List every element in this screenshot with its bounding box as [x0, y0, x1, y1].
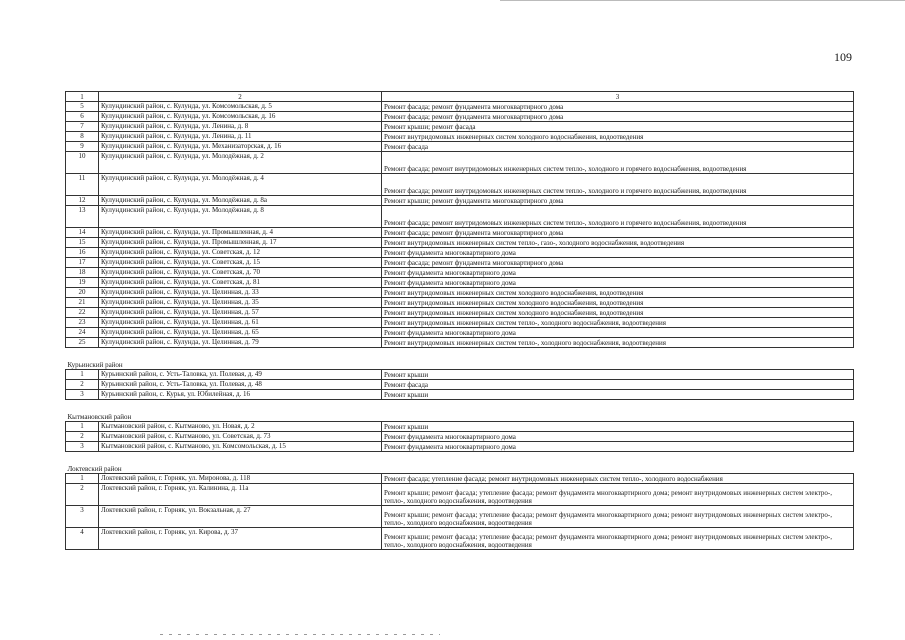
- row-address: Кулундинский район, с. Кулунда, ул. Целинная, д. 79: [99, 338, 382, 348]
- row-number: 6: [66, 112, 99, 122]
- row-address: Кулундинский район, с. Кулунда, ул. Целинная, д. 57: [99, 308, 382, 318]
- row-number: 8: [66, 132, 99, 142]
- row-number: 24: [66, 328, 99, 338]
- district-heading: Курьинский район: [67, 361, 123, 369]
- row-work-type: Ремонт крыши; ремонт фасада: [382, 122, 854, 132]
- district-heading-row: [66, 356, 854, 370]
- district-heading-row: [66, 460, 854, 474]
- table-row: [66, 196, 854, 206]
- row-number: 2: [66, 380, 99, 390]
- row-address: Курьинский район, с. Усть-Таловка, ул. Полевая, д. 49: [99, 370, 382, 380]
- row-work-type: Ремонт внутридомовых инженерных систем холодного водоснабжения, водоотведения: [382, 132, 854, 142]
- row-number: 22: [66, 308, 99, 318]
- row-work-type: Ремонт внутридомовых инженерных систем холодного водоснабжения, водоотведения: [382, 288, 854, 298]
- table-row: [66, 132, 854, 142]
- row-number: 12: [66, 196, 99, 206]
- row-address: Кулундинский район, с. Кулунда, ул. Советская, д. 81: [99, 278, 382, 288]
- table-row: [66, 102, 854, 112]
- table-row: [66, 442, 854, 452]
- table-row: [66, 506, 854, 528]
- page-number: 109: [834, 50, 852, 64]
- row-address: Кулундинский район, с. Кулунда, ул. Механизаторская, д. 16: [99, 142, 382, 152]
- row-address: Кулундинский район, с. Кулунда, ул. Целинная, д. 33: [99, 288, 382, 298]
- row-number: 1: [66, 370, 99, 380]
- row-number: 14: [66, 228, 99, 238]
- table-row: [66, 288, 854, 298]
- row-address: Локтевский район, г. Горняк, ул. Миронова, д. 118: [99, 474, 382, 484]
- table-row: [66, 328, 854, 338]
- row-work-type: Ремонт внутридомовых инженерных систем холодного водоснабжения, водоотведения: [382, 308, 854, 318]
- row-address: Кулундинский район, с. Кулунда, ул. Ленина, д. 8: [99, 122, 382, 132]
- row-address: Кулундинский район, с. Кулунда, ул. Комсомольская, д. 16: [99, 112, 382, 122]
- row-number: 23: [66, 318, 99, 328]
- row-work-type: Ремонт фундамента многоквартирного дома: [382, 268, 854, 278]
- column-number-row: [66, 92, 854, 102]
- row-address: Кулундинский район, с. Кулунда, ул. Комсомольская, д. 5: [99, 102, 382, 112]
- row-work-type: Ремонт фундамента многоквартирного дома: [382, 432, 854, 442]
- row-number: 16: [66, 248, 99, 258]
- table-row: [66, 528, 854, 550]
- row-number: 13: [66, 206, 99, 228]
- table-row: [66, 206, 854, 228]
- row-number: 19: [66, 278, 99, 288]
- row-address: Кулундинский район, с. Кулунда, ул. Молодёжная, д. 2: [99, 152, 382, 174]
- row-number: 3: [66, 506, 99, 528]
- row-address: Кулундинский район, с. Кулунда, ул. Промышленная, д. 17: [99, 238, 382, 248]
- section-spacer: [66, 452, 854, 461]
- district-heading: Кытмановский район: [67, 413, 132, 421]
- row-work-type: Ремонт крыши: [382, 390, 854, 400]
- table-row: [66, 278, 854, 288]
- table-row: [66, 248, 854, 258]
- row-number: 1: [66, 474, 99, 484]
- row-work-type: Ремонт фасада: [382, 380, 854, 390]
- table-row: [66, 122, 854, 132]
- row-work-type: Ремонт фасада; ремонт внутридомовых инженерных систем тепло-, холодного и горячего водоснабжения, водоотведения: [382, 174, 854, 196]
- row-number: 3: [66, 390, 99, 400]
- table-row: [66, 174, 854, 196]
- row-address: Кулундинский район, с. Кулунда, ул. Советская, д. 70: [99, 268, 382, 278]
- district-heading-row: [66, 408, 854, 422]
- row-number: 10: [66, 152, 99, 174]
- column-header-3: 3: [382, 92, 854, 102]
- row-work-type: Ремонт фасада; ремонт фундамента многоквартирного дома: [382, 112, 854, 122]
- row-number: 21: [66, 298, 99, 308]
- row-address: Кытмановский район, с. Кытманово, ул. Комсомольская, д. 15: [99, 442, 382, 452]
- table-row: [66, 422, 854, 432]
- row-address: Кулундинский район, с. Кулунда, ул. Молодёжная, д. 8: [99, 206, 382, 228]
- row-work-type: Ремонт крыши; ремонт фундамента многоквартирного дома: [382, 196, 854, 206]
- column-header-1: 1: [66, 92, 99, 102]
- top-scan-rule: [500, 0, 905, 1]
- bottom-scan-rule: [160, 634, 440, 635]
- row-work-type: Ремонт внутридомовых инженерных систем тепло-, холодного водоснабжения, водоотведения: [382, 338, 854, 348]
- table-row: [66, 238, 854, 248]
- row-address: Кулундинский район, с. Кулунда, ул. Молодёжная, д. 4: [99, 174, 382, 196]
- row-number: 20: [66, 288, 99, 298]
- table-row: [66, 268, 854, 278]
- spacer-cell: [66, 452, 854, 461]
- row-work-type: Ремонт крыши; ремонт фасада; утепление фасада; ремонт фундамента многоквартирного дома; ремонт внутридомовых инженерных систем электро-, тепло-, холодного водоснабжения, водоотведения: [382, 528, 854, 550]
- spacer-cell: [66, 400, 854, 409]
- row-address: Кулундинский район, с. Кулунда, ул. Целинная, д. 65: [99, 328, 382, 338]
- row-address: Кулундинский район, с. Кулунда, ул. Целинная, д. 35: [99, 298, 382, 308]
- table-row: [66, 318, 854, 328]
- table-row: [66, 112, 854, 122]
- row-number: 9: [66, 142, 99, 152]
- row-address: Локтевский район, г. Горняк, ул. Вокзальная, д. 27: [99, 506, 382, 528]
- section-spacer: [66, 348, 854, 357]
- row-number: 1: [66, 422, 99, 432]
- table-row: [66, 228, 854, 238]
- table-row: [66, 474, 854, 484]
- row-number: 17: [66, 258, 99, 268]
- row-work-type: Ремонт крыши: [382, 370, 854, 380]
- table-row: [66, 370, 854, 380]
- row-work-type: Ремонт крыши; ремонт фасада; утепление фасада; ремонт фундамента многоквартирного дома; ремонт внутридомовых инженерных систем электро-, тепло-, холодного водоснабжения, водоотведения: [382, 506, 854, 528]
- table-row: [66, 338, 854, 348]
- row-work-type: Ремонт фасада; ремонт фундамента многоквартирного дома: [382, 102, 854, 112]
- row-address: Кулундинский район, с. Кулунда, ул. Целинная, д. 61: [99, 318, 382, 328]
- table-row: [66, 308, 854, 318]
- row-address: Курьинский район, с. Усть-Таловка, ул. Полевая, д. 48: [99, 380, 382, 390]
- row-work-type: Ремонт фасада: [382, 142, 854, 152]
- row-work-type: Ремонт внутридомовых инженерных систем тепло-, газо-, холодного водоснабжения, водоотведения: [382, 238, 854, 248]
- row-work-type: Ремонт фундамента многоквартирного дома: [382, 328, 854, 338]
- repair-register-table: [65, 91, 854, 550]
- row-number: 15: [66, 238, 99, 248]
- table-row: [66, 142, 854, 152]
- row-address: Кулундинский район, с. Кулунда, ул. Ленина, д. 11: [99, 132, 382, 142]
- row-work-type: Ремонт фасада; ремонт внутридомовых инженерных систем тепло-, холодного и горячего водоснабжения, водоотведения: [382, 206, 854, 228]
- row-number: 18: [66, 268, 99, 278]
- row-work-type: Ремонт внутридомовых инженерных систем тепло-, холодного водоснабжения, водоотведения: [382, 318, 854, 328]
- section-spacer: [66, 400, 854, 409]
- row-number: 3: [66, 442, 99, 452]
- row-address: Локтевский район, г. Горняк, ул. Кирова, д. 37: [99, 528, 382, 550]
- row-work-type: Ремонт фасада; утепление фасада; ремонт внутридомовых инженерных систем тепло-, холодного водоснабжения: [382, 474, 854, 484]
- row-work-type: Ремонт крыши: [382, 422, 854, 432]
- table-row: [66, 390, 854, 400]
- district-heading: Локтевский район: [67, 465, 122, 473]
- spacer-cell: [66, 348, 854, 357]
- row-work-type: Ремонт крыши; ремонт фасада; утепление фасада; ремонт фундамента многоквартирного дома; ремонт внутридомовых инженерных систем электро-, тепло-, холодного водоснабжения, водоотведения: [382, 484, 854, 506]
- row-number: 5: [66, 102, 99, 112]
- row-address: Кытмановский район, с. Кытманово, ул. Советская, д. 73: [99, 432, 382, 442]
- row-address: Кулундинский район, с. Кулунда, ул. Промышленная, д. 4: [99, 228, 382, 238]
- table-body: [66, 92, 854, 550]
- row-number: 2: [66, 432, 99, 442]
- table-row: [66, 432, 854, 442]
- row-address: Локтевский район, г. Горняк, ул. Калинина, д. 11а: [99, 484, 382, 506]
- row-number: 7: [66, 122, 99, 132]
- table-row: [66, 484, 854, 506]
- row-number: 2: [66, 484, 99, 506]
- row-address: Кулундинский район, с. Кулунда, ул. Советская, д. 15: [99, 258, 382, 268]
- row-work-type: Ремонт фундамента многоквартирного дома: [382, 248, 854, 258]
- table-row: [66, 258, 854, 268]
- row-work-type: Ремонт фасада; ремонт фундамента многоквартирного дома: [382, 228, 854, 238]
- row-number: 4: [66, 528, 99, 550]
- row-work-type: Ремонт фасада; ремонт внутридомовых инженерных систем тепло-, холодного и горячего водоснабжения, водоотведения: [382, 152, 854, 174]
- row-address: Курьинский район, с. Курья, ул. Юбилейная, д. 16: [99, 390, 382, 400]
- row-work-type: Ремонт фундамента многоквартирного дома: [382, 442, 854, 452]
- row-address: Кытмановский район, с. Кытманово, ул. Новая, д. 2: [99, 422, 382, 432]
- row-address: Кулундинский район, с. Кулунда, ул. Молодёжная, д. 8а: [99, 196, 382, 206]
- row-address: Кулундинский район, с. Кулунда, ул. Советская, д. 12: [99, 248, 382, 258]
- table-row: [66, 298, 854, 308]
- row-number: 11: [66, 174, 99, 196]
- column-header-2: 2: [99, 92, 382, 102]
- row-number: 25: [66, 338, 99, 348]
- row-work-type: Ремонт фасада; ремонт фундамента многоквартирного дома: [382, 258, 854, 268]
- row-work-type: Ремонт фундамента многоквартирного дома: [382, 278, 854, 288]
- table-row: [66, 152, 854, 174]
- table-row: [66, 380, 854, 390]
- row-work-type: Ремонт внутридомовых инженерных систем холодного водоснабжения, водоотведения: [382, 298, 854, 308]
